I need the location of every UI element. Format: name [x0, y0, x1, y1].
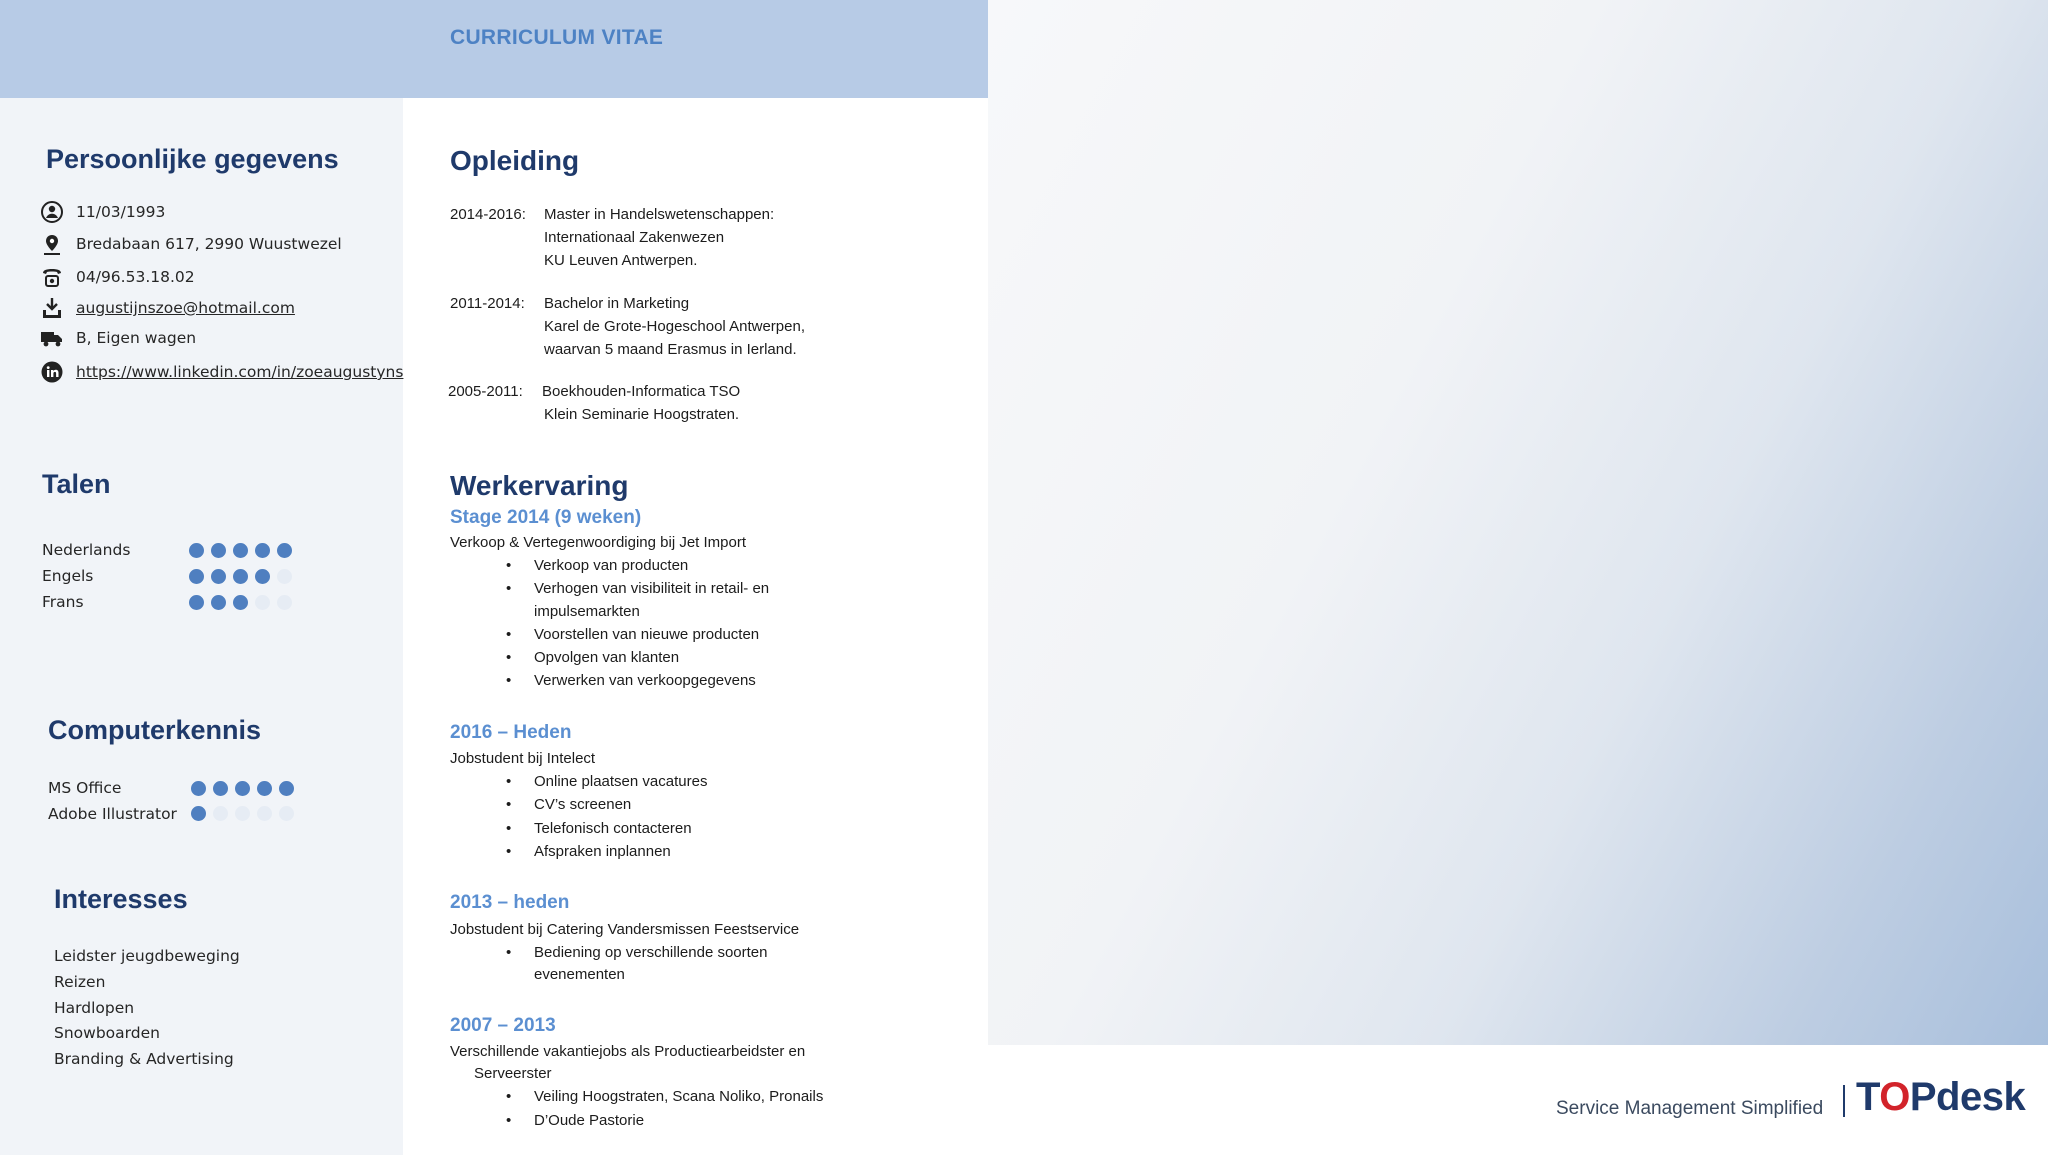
language-rating: [189, 595, 292, 610]
rating-dot-empty: [257, 806, 272, 821]
rating-dot-filled: [211, 595, 226, 610]
phone-icon: [40, 265, 64, 289]
personal-linkedin-link[interactable]: https://www.linkedin.com/in/zoeaugustyns: [76, 363, 404, 381]
job-bullet: • Online plaatsen vacatures: [534, 773, 707, 790]
rating-dot-filled: [213, 781, 228, 796]
job-description: Verkoop & Vertegenwoordiging bij Jet Import: [450, 534, 747, 551]
language-name: Engels: [42, 567, 94, 585]
education-period: 2014-2016:: [450, 206, 526, 223]
rating-dot-filled: [235, 781, 250, 796]
truck-icon: [40, 326, 64, 350]
job-description: Jobstudent bij Intelect: [450, 750, 596, 767]
personal-email-link[interactable]: augustijnszoe@hotmail.com: [76, 299, 295, 317]
cv-title: CURRICULUM VITAE: [450, 26, 664, 49]
logo-text-o: O: [1879, 1075, 1910, 1119]
interests-heading: Interesses: [54, 884, 188, 914]
rating-dot-filled: [277, 543, 292, 558]
job-description: Verschillende vakantiejobs als Productiearbeidster en: [450, 1043, 806, 1060]
rating-dot-filled: [211, 543, 226, 558]
job-bullet-continued: impulsemarkten: [534, 603, 640, 620]
mail-download-icon: [40, 296, 64, 320]
personal-license: B, Eigen wagen: [76, 329, 197, 347]
job-description-continued: Serveerster: [474, 1065, 552, 1082]
work-heading: Werkervaring: [450, 470, 629, 501]
rating-dot-filled: [189, 569, 204, 584]
logo-text-prefix: T: [1856, 1075, 1880, 1119]
rating-dot-empty: [255, 595, 270, 610]
job-bullet-continued: evenementen: [534, 966, 625, 983]
job-bullet: • Opvolgen van klanten: [534, 649, 679, 666]
rating-dot-empty: [235, 806, 250, 821]
job-bullet: • D’Oude Pastorie: [534, 1112, 644, 1129]
job-bullet: • Verkoop van producten: [534, 557, 688, 574]
personal-phone: 04/96.53.18.02: [76, 268, 195, 286]
job-bullet: • Telefonisch contacteren: [534, 820, 692, 837]
education-period: 2005-2011:: [448, 383, 523, 400]
job-bullet: • Verwerken van verkoopgegevens: [534, 672, 756, 689]
rating-dot-filled: [189, 595, 204, 610]
rating-dot-empty: [277, 569, 292, 584]
brand-tagline: Service Management Simplified: [1556, 1098, 1824, 1119]
skill-name: Adobe Illustrator: [48, 805, 177, 823]
rating-dot-filled: [191, 806, 206, 821]
linkedin-icon: [40, 360, 64, 384]
job-title: 2016 – Heden: [450, 722, 572, 743]
education-line: Bachelor in Marketing: [544, 295, 690, 312]
gradient-backdrop: [988, 0, 2048, 1045]
job-bullet: • Bediening op verschillende soorten: [534, 944, 768, 961]
rating-dot-filled: [257, 781, 272, 796]
languages-heading: Talen: [42, 469, 111, 499]
computer-heading: Computerkennis: [48, 715, 262, 745]
education-line: KU Leuven Antwerpen.: [544, 252, 698, 269]
job-title: Stage 2014 (9 weken): [450, 507, 642, 528]
rating-dot-filled: [211, 569, 226, 584]
rating-dot-filled: [255, 543, 270, 558]
rating-dot-filled: [233, 595, 248, 610]
skill-name: MS Office: [48, 779, 122, 797]
rating-dot-empty: [277, 595, 292, 610]
interest-item: Snowboarden: [54, 1024, 160, 1042]
job-description: Jobstudent bij Catering Vandersmissen Feestservice: [450, 921, 800, 938]
interest-item: Leidster jeugdbeweging: [54, 947, 240, 965]
skill-rating: [191, 806, 294, 821]
cv-document: [0, 0, 988, 1155]
education-line: Internationaal Zakenwezen: [544, 229, 725, 246]
location-pin-icon: [40, 233, 64, 257]
education-line: Boekhouden-Informatica TSO: [542, 383, 741, 400]
personal-heading: Persoonlijke gegevens: [46, 144, 339, 174]
brand-divider: [1843, 1085, 1845, 1117]
job-bullet: • Voorstellen van nieuwe producten: [534, 626, 759, 643]
skill-rating: [191, 781, 294, 796]
education-line: waarvan 5 maand Erasmus in Ierland.: [544, 341, 797, 358]
education-line: Master in Handelswetenschappen:: [544, 206, 775, 223]
job-bullet: • Verhogen van visibiliteit in retail- en: [534, 580, 769, 597]
personal-address: Bredabaan 617, 2990 Wuustwezel: [76, 235, 342, 253]
language-rating: [189, 543, 292, 558]
rating-dot-filled: [233, 569, 248, 584]
education-line: Karel de Grote-Hogeschool Antwerpen,: [544, 318, 805, 335]
job-title: 2007 – 2013: [450, 1015, 556, 1036]
rating-dot-filled: [191, 781, 206, 796]
job-bullet: • Veiling Hoogstraten, Scana Noliko, Pronails: [534, 1088, 823, 1105]
education-period: 2011-2014:: [450, 295, 525, 312]
person-icon: [40, 200, 64, 224]
education-heading: Opleiding: [450, 145, 580, 176]
interest-item: Hardlopen: [54, 999, 135, 1017]
language-rating: [189, 569, 292, 584]
job-bullet: • Afspraken inplannen: [534, 843, 671, 860]
interest-item: Branding & Advertising: [54, 1050, 234, 1068]
logo-text-suffix: Pdesk: [1909, 1075, 2026, 1119]
rating-dot-filled: [279, 781, 294, 796]
topdesk-logo: [1856, 1075, 2025, 1120]
language-name: Frans: [42, 593, 84, 611]
rating-dot-filled: [233, 543, 248, 558]
interest-item: Reizen: [54, 973, 106, 991]
job-title: 2013 – heden: [450, 892, 570, 913]
rating-dot-filled: [189, 543, 204, 558]
rating-dot-empty: [213, 806, 228, 821]
rating-dot-filled: [255, 569, 270, 584]
rating-dot-empty: [279, 806, 294, 821]
language-name: Nederlands: [42, 541, 131, 559]
personal-birthdate: 11/03/1993: [76, 203, 166, 221]
education-line: Klein Seminarie Hoogstraten.: [544, 406, 740, 423]
job-bullet: • CV’s screenen: [534, 796, 631, 813]
